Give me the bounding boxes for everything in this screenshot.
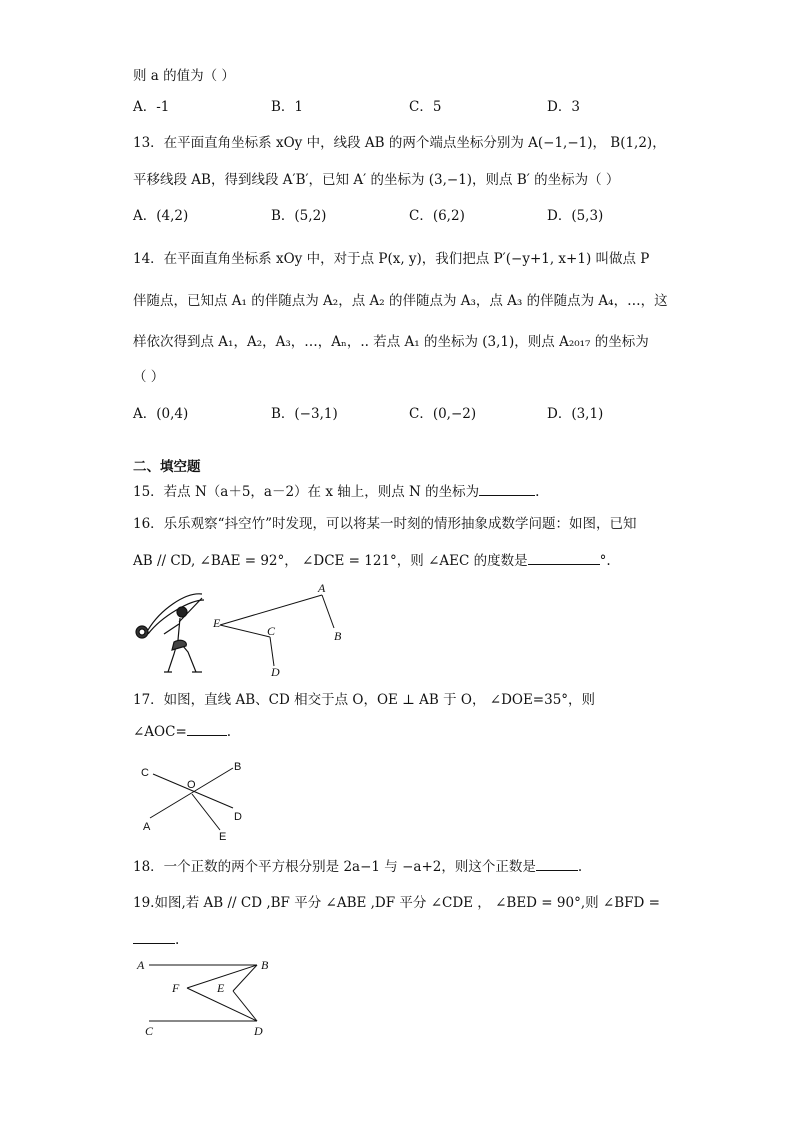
q13-option-b: B．(5,2): [271, 208, 327, 224]
q16-line2: AB // CD, ∠BAE = 92°， ∠DCE = 121°，则 ∠AEC 的度数是: [133, 553, 528, 569]
q14-line4: （ ）: [133, 369, 165, 385]
q17-label-b: B: [234, 761, 242, 773]
q14-option-c: C．(0,−2): [409, 406, 477, 422]
q19-label-b: B: [261, 958, 269, 972]
q17-geometry-lines: [150, 768, 233, 830]
q19-label-c: C: [145, 1024, 154, 1038]
q19-line1: 19.如图,若 AB // CD ,BF 平分 ∠ABE ,DF 平分 ∠CDE ， ∠BED = 90°,则 ∠BFD =: [133, 895, 660, 911]
q16-label-c: C: [267, 624, 276, 638]
q13-line2: 平移线段 AB，得到线段 A′B′，已知 A′ 的坐标为 (3,−1)，则点 B′ 的坐标为（ ）: [133, 172, 620, 188]
q13-option-c: C．(6,2): [409, 208, 465, 224]
q15-end: .: [535, 484, 540, 500]
q17-label-c: C: [141, 767, 149, 779]
q12-option-b: B．1: [271, 99, 304, 115]
q17-line2: ∠AOC=: [133, 724, 187, 740]
q14-line1: 14．在平面直角坐标系 xOy 中，对于点 P(x, y)，我们把点 P′(−y+1, x+1) 叫做点 P: [133, 251, 650, 267]
q16-label-e: E: [213, 616, 221, 630]
q16-label-b: B: [334, 629, 342, 643]
q19-label-f: F: [172, 981, 180, 995]
q13-option-a: A．(4,2): [133, 208, 189, 224]
q16-end: °.: [599, 553, 611, 569]
q15-answer-blank[interactable]: [479, 483, 535, 496]
q16-label-d: D: [271, 665, 280, 679]
q19-label-a: A: [137, 958, 145, 972]
q15-question: [133, 482, 539, 502]
q16-line1: 16．乐乐观察“抖空竹”时发现，可以将某一时刻的情形抽象成数学问题：如图，已知: [133, 516, 637, 532]
q15-text: 15．若点 N（a＋5，a－2）在 x 轴上，则点 N 的坐标为: [133, 484, 480, 500]
q17-answer-blank[interactable]: [187, 723, 227, 736]
q19-figure: [135, 955, 285, 1040]
q17-label-e: E: [219, 831, 227, 843]
q19-geometry-lines: [149, 965, 257, 1021]
q19-end: .: [175, 932, 180, 948]
q19-label-d: D: [254, 1024, 263, 1038]
q14-line3: 样依次得到点 A₁，A₂，A₃，…，Aₙ，.. 若点 A₁ 的坐标为 (3,1)，则点 A₂₀₁₇ 的坐标为: [133, 334, 649, 350]
kongzhu-player-illustration: [136, 594, 204, 672]
q17-figure: [135, 758, 255, 843]
q17-line2-wrap: [133, 722, 231, 742]
q17-line1: 17．如图，直线 AB、CD 相交于点 O，OE ⊥ AB 于 O， ∠DOE=35°，则: [133, 692, 596, 708]
q12-option-d: D．3: [547, 99, 580, 115]
q18-question: [133, 857, 582, 877]
q17-label-d: D: [234, 811, 242, 823]
q12-option-a: A．-1: [133, 99, 170, 115]
q12-option-c: C．5: [409, 99, 442, 115]
q16-line2-wrap: [133, 551, 611, 571]
q16-label-a: A: [318, 581, 326, 595]
q19-answer-blank[interactable]: [133, 931, 175, 944]
q14-option-a: A．(0,4): [133, 406, 189, 422]
q17-label-a: A: [143, 821, 151, 833]
q13-option-d: D．(5,3): [547, 208, 604, 224]
q14-option-b: B．(−3,1): [271, 406, 338, 422]
q18-answer-blank[interactable]: [536, 858, 578, 871]
q18-end: .: [577, 859, 583, 875]
q14-option-d: D．(3,1): [547, 406, 604, 422]
q14-line2: 伴随点，已知点 A₁ 的伴随点为 A₂，点 A₂ 的伴随点为 A₃，点 A₃ 的伴随点为 A₄，…，这: [133, 293, 668, 309]
q18-text: 18．一个正数的两个平方根分别是 2a−1 与 −a+2，则这个正数是: [133, 859, 536, 875]
q19-line2-wrap: [133, 930, 179, 950]
q16-answer-blank[interactable]: [528, 552, 600, 565]
q16-figure: [130, 580, 360, 680]
q17-end: .: [226, 724, 232, 740]
q12-stem: 则 a 的值为（ ）: [133, 68, 235, 84]
q17-label-o: O: [187, 779, 196, 791]
q19-label-e: E: [217, 981, 225, 995]
q13-line1: 13．在平面直角坐标系 xOy 中，线段 AB 的两个端点坐标分别为 A(−1,−1)， B(1,2)，: [133, 135, 666, 151]
section-title: 二、填空题: [133, 459, 201, 475]
q16-geometry-lines: [220, 595, 334, 666]
